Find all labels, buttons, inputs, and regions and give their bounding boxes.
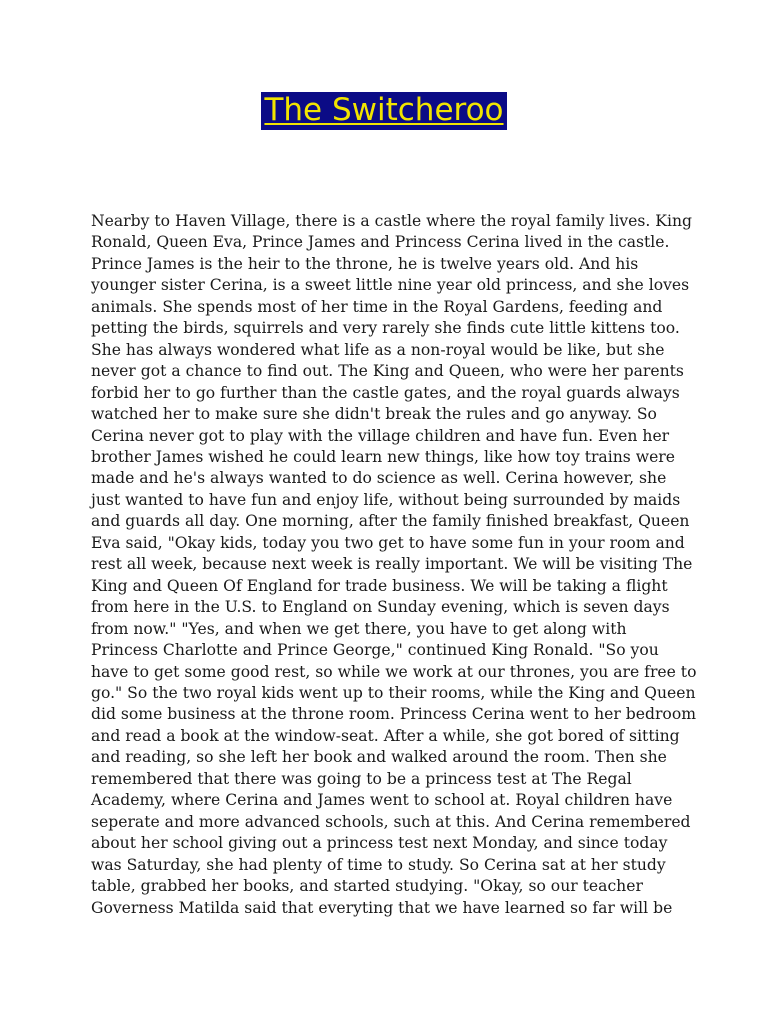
text-line: made and he's always wanted to do science as well. Cerina however, she xyxy=(91,469,667,488)
text-line: table, grabbed her books, and started studying. "Okay, so our teacher xyxy=(91,877,643,896)
text-line: have to get some good rest, so while we work at our thrones, you are free to xyxy=(91,662,697,681)
text-line: Prince James is the heir to the throne, he is twelve years old. And his xyxy=(91,254,639,273)
text-line: Cerina never got to play with the village children and have fun. Even her xyxy=(91,426,670,445)
text-line: seperate and more advanced schools, such at this. And Cerina remembered xyxy=(91,812,691,831)
text-line: Princess Charlotte and Prince George," continued King Ronald. "So you xyxy=(91,641,659,660)
text-line: remembered that there was going to be a princess test at The Regal xyxy=(91,769,632,788)
text-line: brother James wished he could learn new things, like how toy trains were xyxy=(91,447,675,466)
document-title: The Switcheroo xyxy=(261,92,506,130)
text-line: forbid her to go further than the castle gates, and the royal guards always xyxy=(91,383,680,402)
text-line: Eva said, "Okay kids, today you two get to have some fun in your room and xyxy=(91,533,685,552)
text-line: go." So the two royal kids went up to their rooms, while the King and Queen xyxy=(91,683,696,702)
text-line: from now." "Yes, and when we get there, you have to get along with xyxy=(91,619,627,638)
text-line: animals. She spends most of her time in the Royal Gardens, feeding and xyxy=(91,297,663,316)
text-line: just wanted to have fun and enjoy life, without being surrounded by maids xyxy=(91,490,681,509)
text-line: She has always wondered what life as a non-royal would be like, but she xyxy=(91,340,665,359)
text-line: younger sister Cerina, is a sweet little nine year old princess, and she loves xyxy=(91,276,690,295)
text-line: Ronald, Queen Eva, Prince James and Princess Cerina lived in the castle. xyxy=(91,233,670,252)
text-line: from here in the U.S. to England on Sunday evening, which is seven days xyxy=(91,598,670,617)
text-line: Governess Matilda said that everyting that we have learned so far will be xyxy=(91,898,673,917)
text-line: petting the birds, squirrels and very rarely she finds cute little kittens too. xyxy=(91,319,680,338)
text-line: watched her to make sure she didn't break the rules and go anyway. So xyxy=(91,405,657,424)
text-line: was Saturday, she had plenty of time to study. So Cerina sat at her study xyxy=(91,855,666,874)
text-line: did some business at the throne room. Princess Cerina went to her bedroom xyxy=(91,705,696,724)
text-line: and read a book at the window-seat. After a while, she got bored of sitting xyxy=(91,726,680,745)
text-line: rest all week, because next week is really important. We will be visiting The xyxy=(91,555,693,574)
story-body xyxy=(91,211,697,919)
title-container xyxy=(0,92,768,130)
text-line: Academy, where Cerina and James went to school at. Royal children have xyxy=(91,791,673,810)
text-line: and guards all day. One morning, after the family finished breakfast, Queen xyxy=(91,512,690,531)
text-line: Nearby to Haven Village, there is a castle where the royal family lives. King xyxy=(91,212,692,230)
text-line: about her school giving out a princess test next Monday, and since today xyxy=(91,834,668,853)
text-line: and reading, so she left her book and walked around the room. Then she xyxy=(91,748,667,767)
text-line: never got a chance to find out. The King and Queen, who were her parents xyxy=(91,362,684,381)
text-line: King and Queen Of England for trade business. We will be taking a flight xyxy=(91,576,668,595)
